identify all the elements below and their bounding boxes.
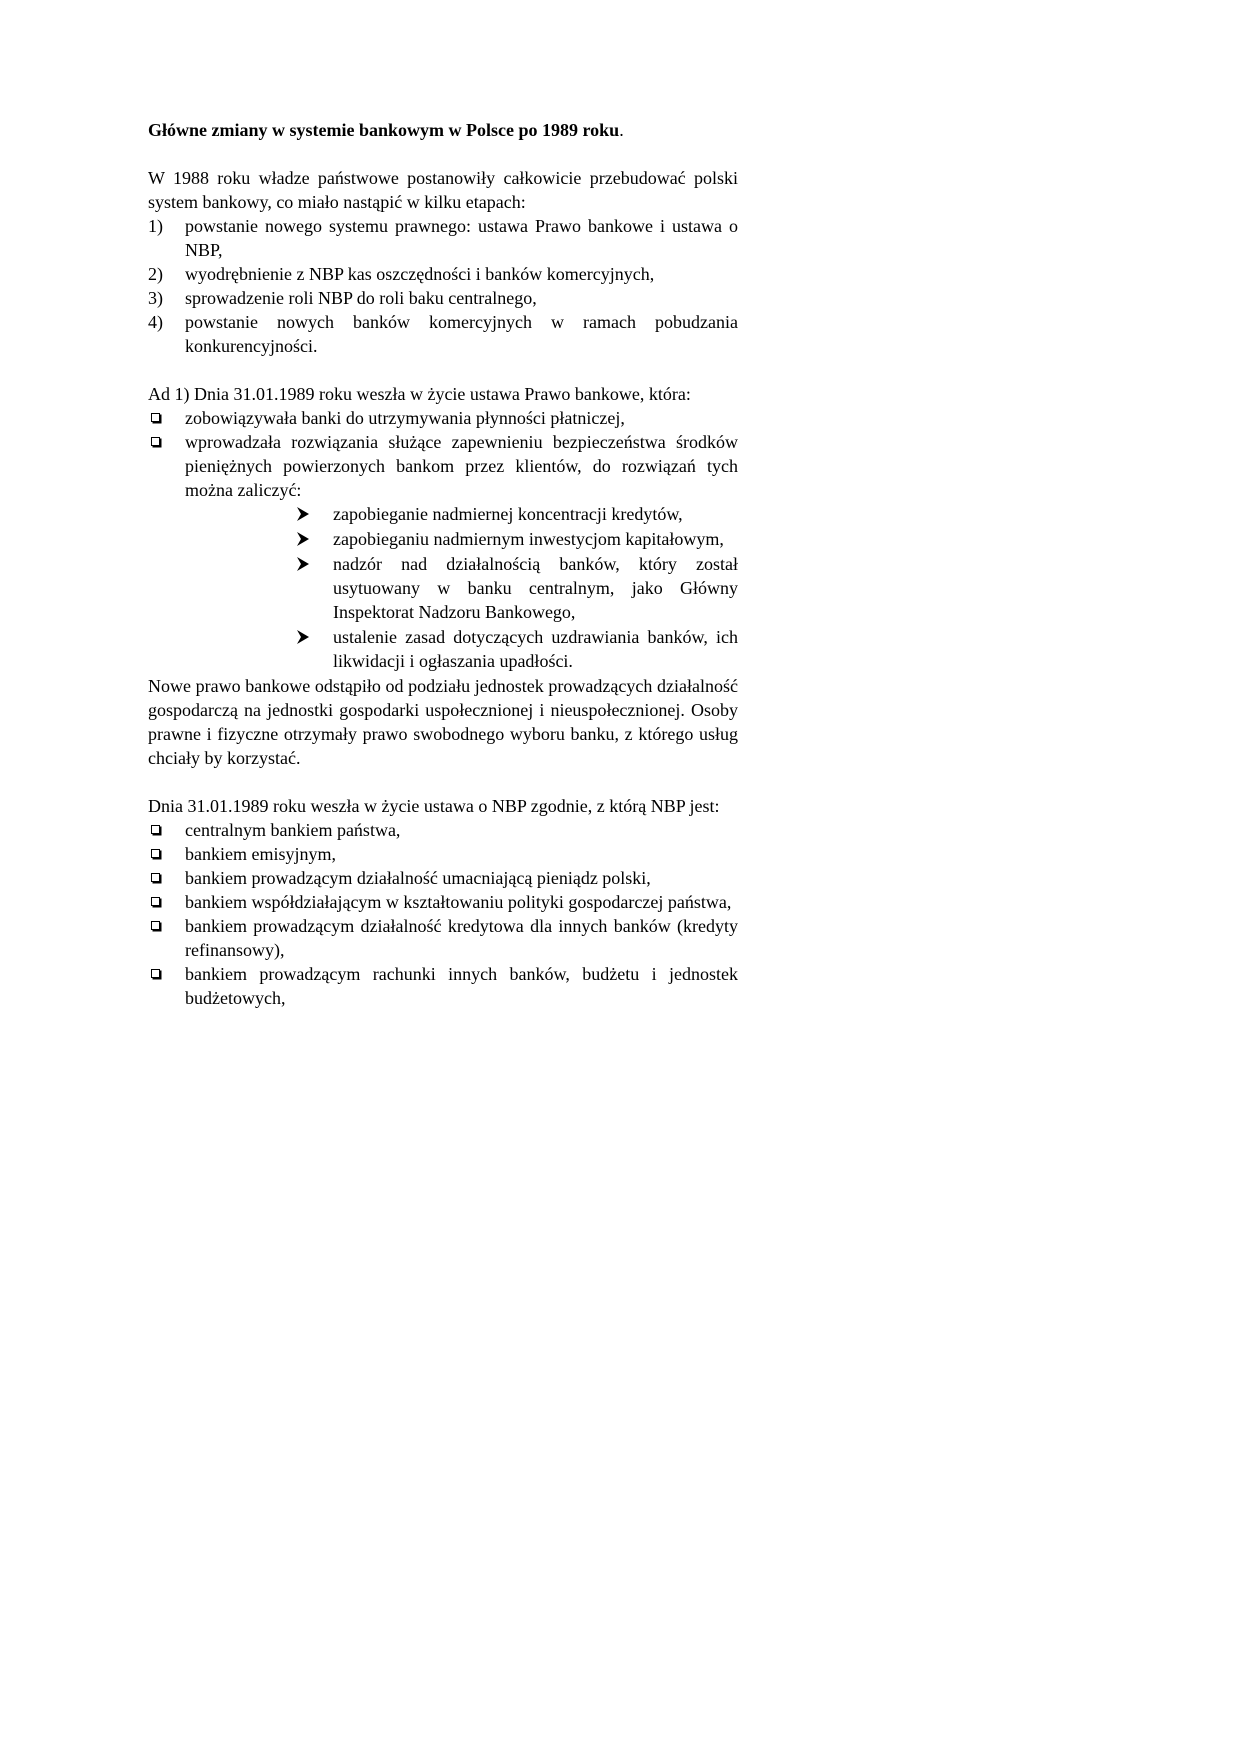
- document-page: [148, 118, 738, 1010]
- checkbox-square-icon: [151, 969, 160, 978]
- list-item-text: zapobieganie nadmiernej koncentracji kredytów,: [333, 504, 683, 524]
- list-item: [296, 502, 738, 526]
- list-item-text: bankiem współdziałającym w kształtowaniu polityki gospodarczej państwa,: [185, 892, 732, 912]
- list-item-text: bankiem emisyjnym,: [185, 844, 336, 864]
- list-item: [148, 962, 738, 1010]
- checkbox-square-icon: [151, 897, 160, 906]
- list-item-text: powstanie nowego systemu prawnego: ustawa Prawo bankowe i ustawa o NBP,: [185, 216, 738, 260]
- title-period: .: [619, 120, 624, 140]
- list-item: [296, 625, 738, 673]
- stages-list: [148, 214, 738, 358]
- list-item-text: wyodrębnienie z NBP kas oszczędności i banków komercyjnych,: [185, 264, 655, 284]
- list-number: 2): [148, 264, 163, 284]
- new-law-paragraph: Nowe prawo bankowe odstąpiło od podziału jednostek prowadzących działalność gospodarczą na jednostki gospodarki uspołecznionej i nieuspołecznionej. Osoby prawne i fizyczne otrzymały prawo swobodnego wyboru banku, z którego usług chciały by korzystać.: [148, 676, 738, 768]
- list-item-text: zobowiązywała banki do utrzymywania płynności płatniczej,: [185, 408, 625, 428]
- list-item: [148, 842, 738, 866]
- list-item: [148, 430, 738, 502]
- list-item: [148, 310, 738, 358]
- list-item: [148, 818, 738, 842]
- list-item-text: bankiem prowadzącym działalność kredytowa dla innych banków (kredyty refinansowy),: [185, 916, 738, 960]
- list-item: [148, 214, 738, 262]
- list-item-text: wprowadzała rozwiązania służące zapewnieniu bezpieczeństwa środków pieniężnych powierzonych bankom przez klientów, do rozwiązań tych można zaliczyć:: [185, 432, 738, 500]
- list-item: [296, 527, 738, 551]
- list-number: 4): [148, 312, 163, 332]
- ad1-list: [148, 406, 738, 502]
- checkbox-square-icon: [151, 849, 160, 858]
- list-item: [148, 914, 738, 962]
- list-item-text: centralnym bankiem państwa,: [185, 820, 401, 840]
- list-item-text: zapobieganiu nadmiernym inwestycjom kapitałowym,: [333, 529, 724, 549]
- arrowhead-icon: [296, 506, 310, 522]
- list-item-text: bankiem prowadzącym rachunki innych banków, budżetu i jednostek budżetowych,: [185, 964, 738, 1008]
- list-item: [148, 286, 738, 310]
- list-item: [148, 262, 738, 286]
- paragraph-spacer: [148, 358, 738, 382]
- intro-paragraph: W 1988 roku władze państwowe postanowiły całkowicie przebudować polski system bankowy, co miało nastąpić w kilku etapach:: [148, 168, 738, 212]
- checkbox-square-icon: [151, 921, 160, 930]
- document-title: [148, 118, 738, 142]
- list-item-text: sprowadzenie roli NBP do roli baku centralnego,: [185, 288, 537, 308]
- ad1-paragraph: Ad 1) Dnia 31.01.1989 roku weszła w życie ustawa Prawo bankowe, która:: [148, 384, 691, 404]
- list-item: [148, 406, 738, 430]
- checkbox-square-icon: [151, 873, 160, 882]
- title-text: Główne zmiany w systemie bankowym w Polsce po 1989 roku: [148, 120, 620, 140]
- list-item-text: nadzór nad działalnością banków, który został usytuowany w banku centralnym, jako Główny Inspektorat Nadzoru Bankowego,: [333, 554, 738, 622]
- list-number: 1): [148, 216, 163, 236]
- nbp-paragraph: Dnia 31.01.1989 roku weszła w życie ustawa o NBP zgodnie, z którą NBP jest:: [148, 796, 720, 816]
- arrowhead-icon: [296, 629, 310, 645]
- list-item: [148, 890, 738, 914]
- checkbox-square-icon: [151, 437, 160, 446]
- list-number: 3): [148, 288, 163, 308]
- list-item-text: ustalenie zasad dotyczących uzdrawiania banków, ich likwidacji i ogłaszania upadłości.: [333, 627, 738, 671]
- list-item: [296, 552, 738, 624]
- arrowhead-icon: [296, 531, 310, 547]
- nbp-list: [148, 818, 738, 1010]
- arrowhead-icon: [296, 556, 310, 572]
- list-item-text: bankiem prowadzącym działalność umacniającą pieniądz polski,: [185, 868, 651, 888]
- checkbox-square-icon: [151, 413, 160, 422]
- ad1-sublist: [296, 502, 738, 673]
- list-item: [148, 866, 738, 890]
- paragraph-spacer: [148, 770, 738, 794]
- checkbox-square-icon: [151, 825, 160, 834]
- list-item-text: powstanie nowych banków komercyjnych w ramach pobudzania konkurencyjności.: [185, 312, 738, 356]
